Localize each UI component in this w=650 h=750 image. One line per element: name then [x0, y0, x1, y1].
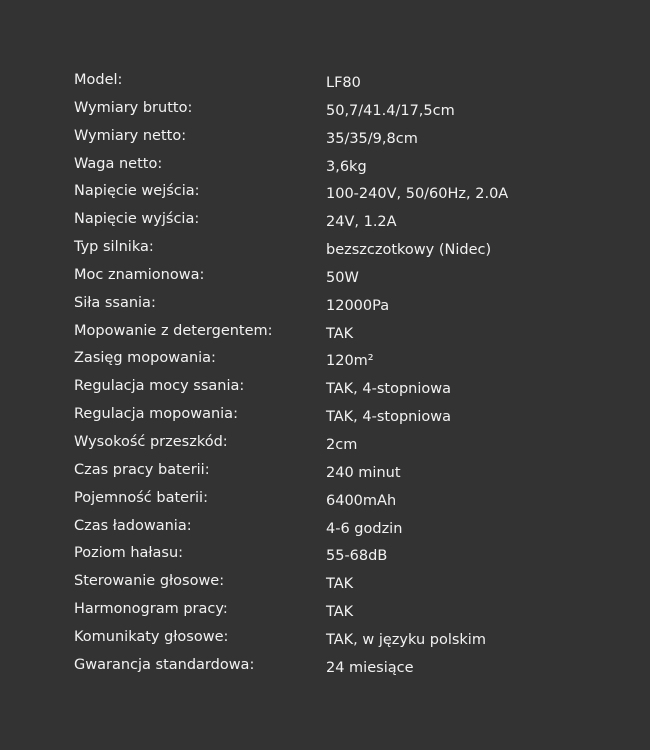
- spec-row: [74, 626, 594, 654]
- spec-label: Zasięg mopowania:: [74, 350, 216, 367]
- spec-row: [74, 654, 594, 682]
- spec-value: TAK: [326, 325, 354, 342]
- spec-value: TAK: [326, 604, 354, 621]
- spec-row: [74, 515, 594, 543]
- spec-row: [74, 347, 594, 375]
- spec-row: [74, 570, 594, 598]
- spec-list: [74, 69, 594, 682]
- spec-value: 24 miesiące: [326, 659, 414, 676]
- spec-value: 100-240V, 50/60Hz, 2.0A: [326, 186, 509, 203]
- spec-row: [74, 598, 594, 626]
- spec-label: Czas ładowania:: [74, 517, 192, 534]
- spec-row: [74, 459, 594, 487]
- spec-row: [74, 320, 594, 348]
- spec-value: 50,7/41.4/17,5cm: [326, 102, 455, 119]
- spec-label: Siła ssania:: [74, 294, 156, 311]
- spec-label: Waga netto:: [74, 155, 163, 172]
- spec-value: 3,6kg: [326, 158, 367, 175]
- spec-label: Model:: [74, 72, 123, 88]
- spec-value: 24V, 1.2A: [326, 214, 397, 231]
- spec-value: 50W: [326, 269, 359, 286]
- spec-row: [74, 97, 594, 125]
- spec-row: [74, 403, 594, 431]
- spec-value: 2cm: [326, 436, 358, 453]
- spec-value: LF80: [326, 75, 361, 91]
- spec-row: [74, 69, 594, 97]
- spec-value: 55-68dB: [326, 548, 388, 565]
- spec-row: [74, 236, 594, 264]
- spec-row: [74, 431, 594, 459]
- spec-label: Wysokość przeszkód:: [74, 433, 228, 450]
- spec-row: [74, 208, 594, 236]
- spec-label: Mopowanie z detergentem:: [74, 322, 273, 339]
- spec-label: Gwarancja standardowa:: [74, 656, 255, 673]
- spec-label: Sterowanie głosowe:: [74, 573, 225, 590]
- spec-row: [74, 153, 594, 181]
- spec-label: Regulacja mocy ssania:: [74, 378, 245, 395]
- spec-row: [74, 180, 594, 208]
- spec-row: [74, 264, 594, 292]
- spec-label: Regulacja mopowania:: [74, 406, 238, 423]
- spec-value: TAK, w języku polskim: [326, 631, 486, 648]
- spec-label: Wymiary brutto:: [74, 99, 193, 116]
- spec-label: Moc znamionowa:: [74, 266, 205, 283]
- spec-label: Napięcie wejścia:: [74, 183, 200, 200]
- spec-label: Wymiary netto:: [74, 127, 187, 144]
- spec-value: 120m²: [326, 353, 374, 370]
- spec-label: Pojemność baterii:: [74, 489, 208, 506]
- spec-label: Typ silnika:: [74, 239, 154, 256]
- spec-label: Napięcie wyjścia:: [74, 211, 200, 228]
- spec-label: Harmonogram pracy:: [74, 601, 228, 618]
- spec-value: 12000Pa: [326, 297, 390, 314]
- spec-value: 240 minut: [326, 464, 401, 481]
- spec-value: 35/35/9,8cm: [326, 130, 418, 147]
- spec-value: bezszczotkowy (Nidec): [326, 242, 492, 259]
- spec-value: TAK, 4-stopniowa: [326, 381, 451, 398]
- spec-value: TAK, 4-stopniowa: [326, 409, 451, 426]
- spec-label: Poziom hałasu:: [74, 545, 184, 562]
- spec-value: 4-6 godzin: [326, 520, 403, 537]
- spec-label: Czas pracy baterii:: [74, 461, 210, 478]
- spec-row: [74, 375, 594, 403]
- spec-label: Komunikaty głosowe:: [74, 628, 229, 645]
- spec-row: [74, 542, 594, 570]
- spec-row: [74, 125, 594, 153]
- spec-row: [74, 292, 594, 320]
- spec-row: [74, 487, 594, 515]
- spec-value: TAK: [326, 576, 354, 593]
- spec-value: 6400mAh: [326, 492, 397, 509]
